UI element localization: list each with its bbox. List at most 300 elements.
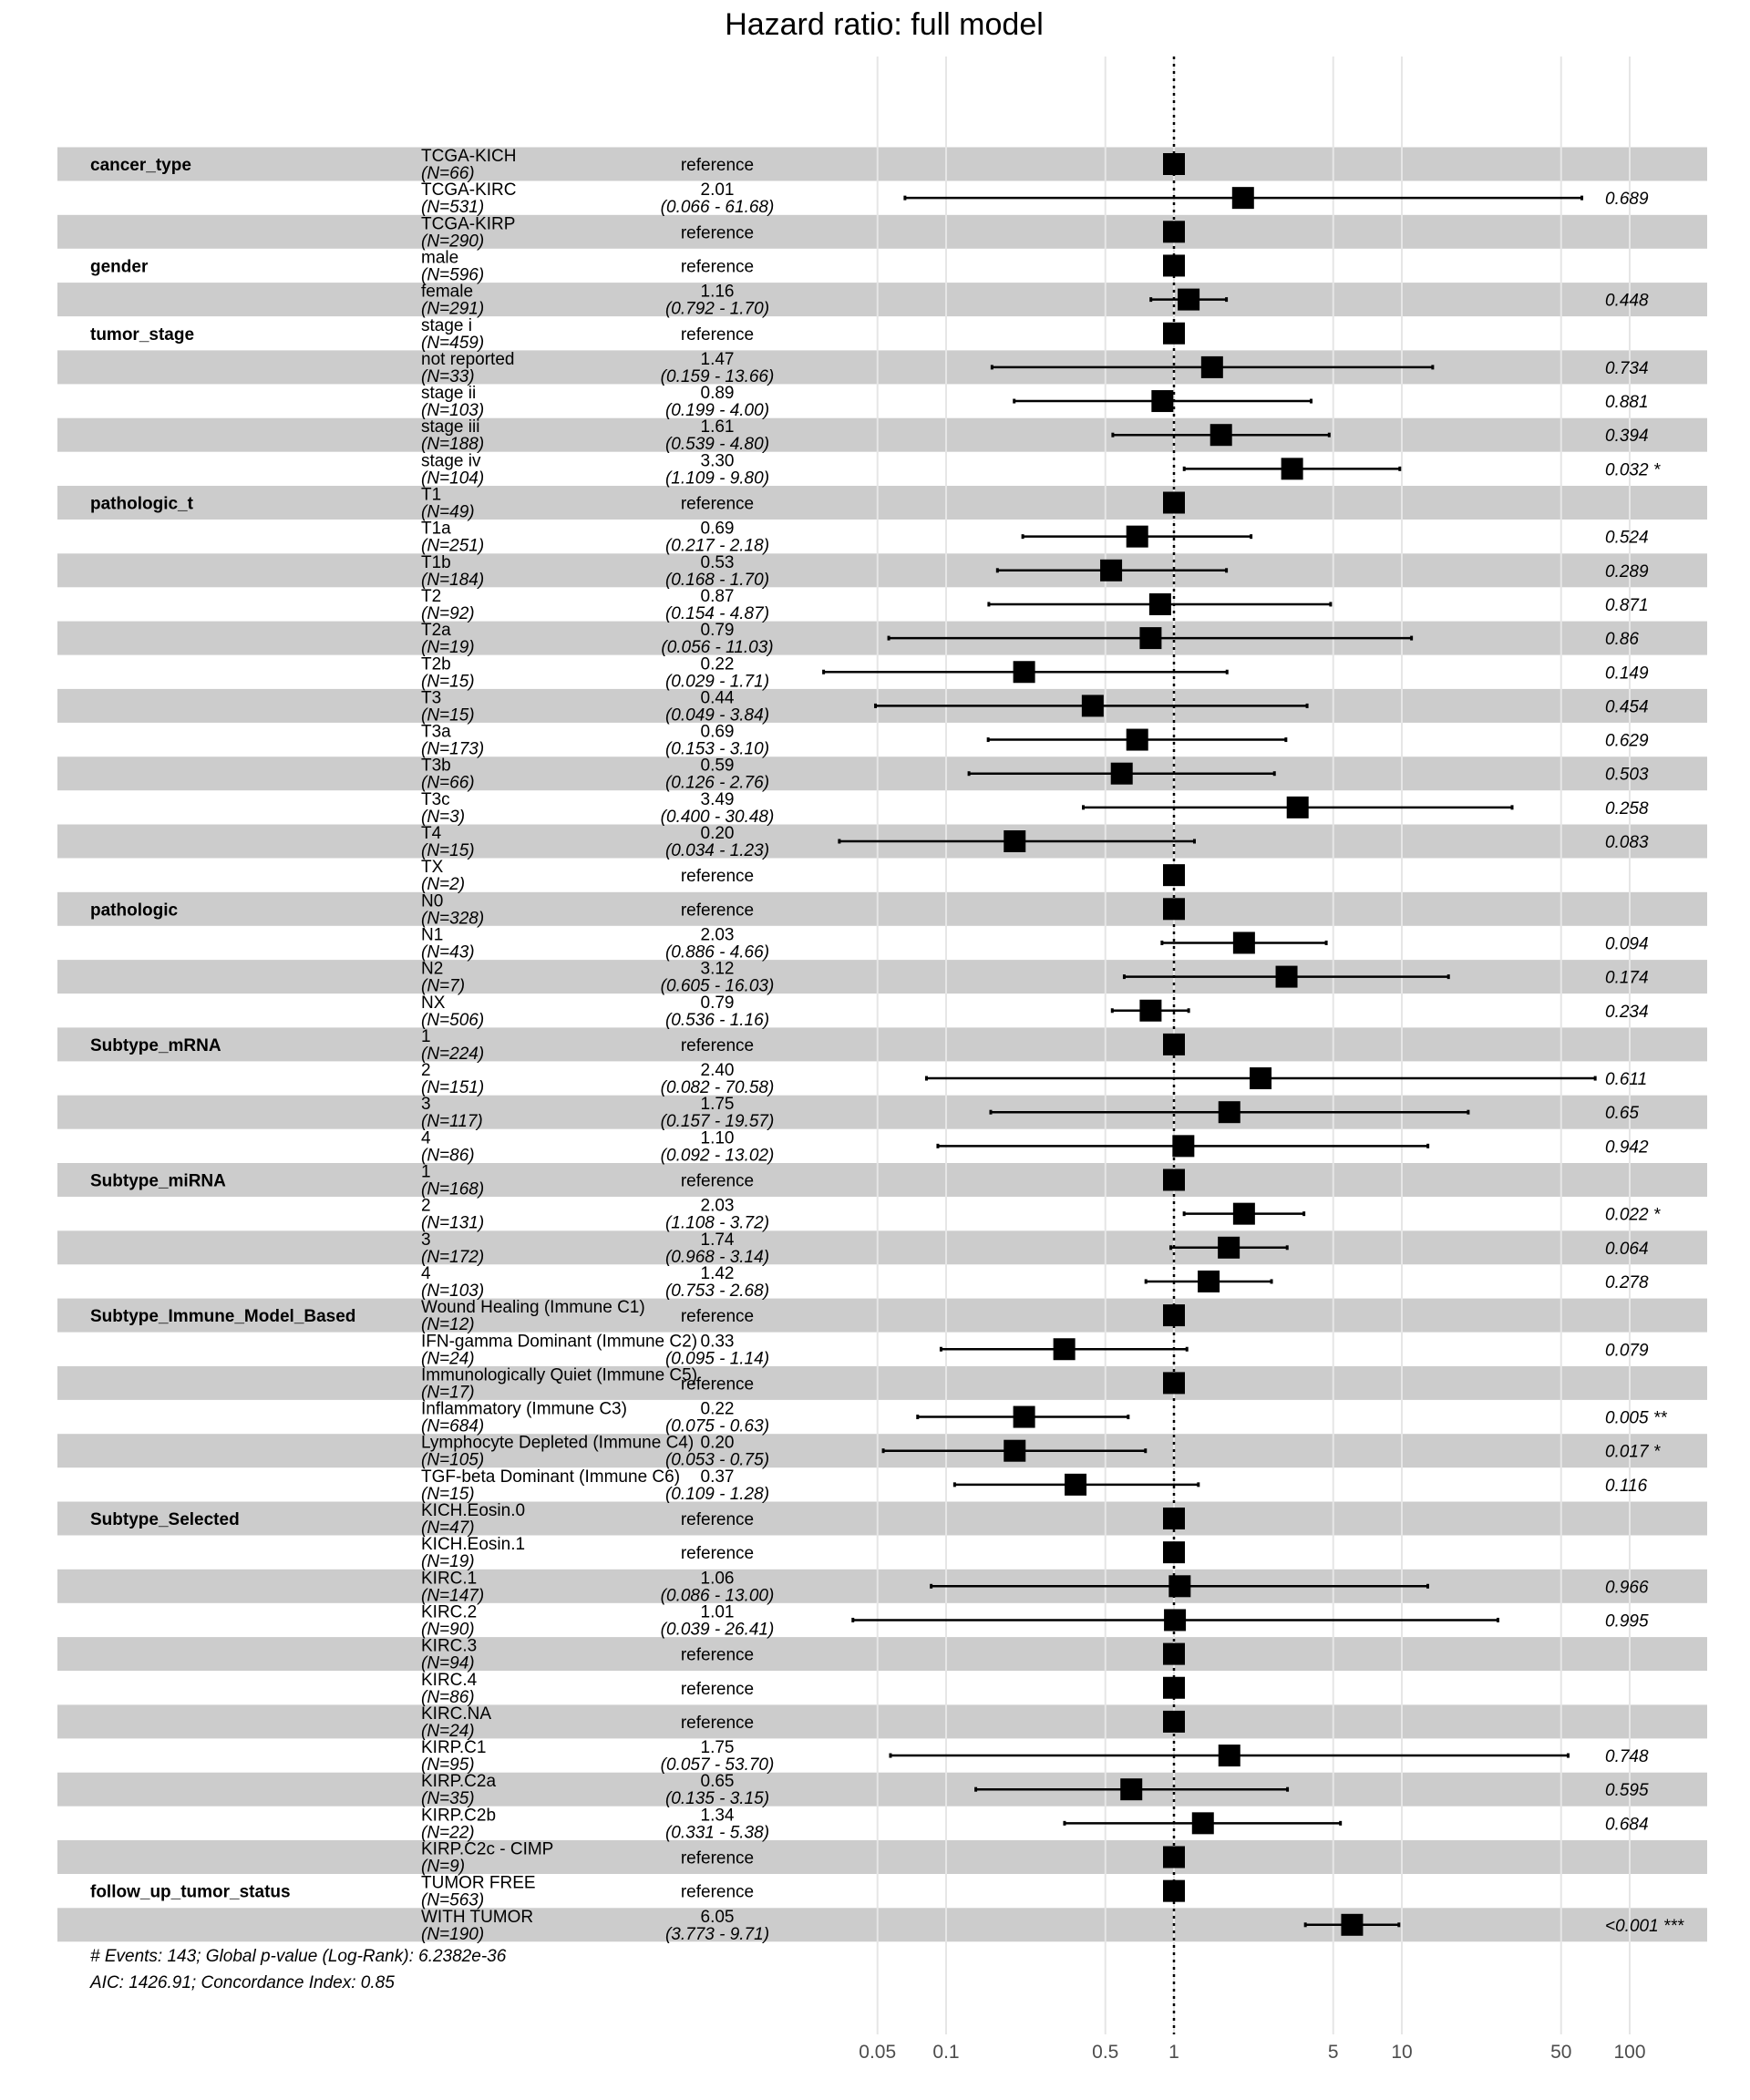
- row-stripe: [57, 1366, 1707, 1403]
- p-value: 0.871: [1605, 595, 1649, 615]
- point-estimate: [1163, 1541, 1185, 1563]
- level-n: (N=33): [421, 366, 475, 386]
- estimate-value: 0.79: [700, 621, 735, 641]
- level-label: KICH.Eosin.1: [421, 1535, 526, 1555]
- x-tick-label: 0.5: [1092, 2042, 1119, 2063]
- ci-cap: [1226, 670, 1229, 674]
- estimate-reference: reference: [680, 257, 755, 277]
- chart-title: Hazard ratio: full model: [725, 7, 1044, 42]
- estimate-value: 3.49: [700, 789, 735, 809]
- estimate-ci: (0.075 - 0.63): [664, 1416, 770, 1436]
- estimate-value: 6.05: [700, 1907, 735, 1927]
- p-value: 0.629: [1605, 731, 1649, 751]
- ci-cap: [1310, 399, 1312, 404]
- p-value: 0.289: [1605, 561, 1649, 582]
- level-label: IFN-gamma Dominant (Immune C2): [421, 1332, 698, 1352]
- level-label: stage ii: [421, 384, 477, 404]
- ci-cap: [1197, 1482, 1199, 1487]
- ci-cap: [1284, 737, 1287, 742]
- point-estimate: [1004, 830, 1025, 852]
- level-n: (N=188): [421, 435, 485, 455]
- estimate-reference: reference: [680, 901, 755, 921]
- estimate-ci: (0.331 - 5.38): [664, 1823, 770, 1843]
- point-estimate: [1172, 1135, 1194, 1157]
- estimate-value: 0.53: [700, 552, 735, 572]
- level-label: Inflammatory (Immune C3): [421, 1399, 627, 1419]
- ci-cap: [987, 737, 990, 742]
- point-estimate: [1178, 289, 1199, 311]
- p-value: 0.394: [1605, 427, 1649, 447]
- p-value: 0.942: [1605, 1138, 1649, 1158]
- variable-label: Subtype_Selected: [90, 1510, 240, 1529]
- estimate-value: 2.03: [700, 1196, 735, 1216]
- point-estimate: [1168, 1575, 1190, 1597]
- ci-cap: [1183, 467, 1186, 471]
- ci-cap: [1111, 433, 1114, 438]
- point-estimate: [1163, 221, 1185, 242]
- p-value: 0.083: [1605, 833, 1649, 852]
- estimate-ci: (0.968 - 3.14): [664, 1247, 770, 1267]
- ci-cap: [889, 1754, 891, 1758]
- ci-cap: [1022, 534, 1024, 539]
- ci-cap: [1193, 839, 1196, 844]
- estimate-ci: (0.792 - 1.70): [664, 299, 770, 319]
- ci-cap: [1111, 1008, 1114, 1013]
- level-label: 3: [421, 1230, 431, 1250]
- point-estimate: [1232, 187, 1254, 209]
- estimate-ci: (0.753 - 2.68): [664, 1281, 770, 1301]
- ci-cap: [916, 1415, 919, 1419]
- ci-cap: [1145, 1279, 1148, 1283]
- row-stripe: [57, 283, 1707, 316]
- level-n: (N=151): [421, 1078, 485, 1098]
- ci-cap: [1188, 1008, 1190, 1013]
- p-value: 0.595: [1605, 1781, 1649, 1801]
- estimate-ci: (1.108 - 3.72): [664, 1213, 770, 1233]
- p-value: 0.174: [1605, 968, 1649, 988]
- level-label: KIRP.C1: [421, 1738, 487, 1758]
- point-estimate: [1163, 1169, 1185, 1191]
- estimate-ci: (0.539 - 4.80): [664, 435, 770, 455]
- level-n: (N=9): [421, 1857, 466, 1877]
- level-label: Wound Healing (Immune C1): [421, 1298, 645, 1318]
- ci-cap: [940, 1347, 942, 1352]
- ci-cap: [1225, 568, 1228, 572]
- estimate-reference: reference: [680, 1035, 755, 1055]
- p-value: 0.234: [1605, 1002, 1649, 1022]
- ci-cap: [822, 670, 825, 674]
- ci-cap: [1397, 1922, 1400, 1927]
- level-n: (N=596): [421, 265, 485, 285]
- p-value: 0.966: [1605, 1578, 1649, 1598]
- estimate-reference: reference: [680, 1645, 755, 1665]
- variable-label: pathologic_t: [90, 494, 193, 514]
- ci-cap: [1160, 941, 1163, 945]
- level-label: N2: [421, 959, 444, 979]
- ci-cap: [882, 1448, 885, 1453]
- ci-cap: [1339, 1821, 1342, 1826]
- estimate-value: 0.22: [700, 1399, 735, 1419]
- variable-label: gender: [90, 257, 149, 277]
- estimate-reference: reference: [680, 1882, 755, 1902]
- row-stripe: [57, 350, 1707, 384]
- ci-cap: [1286, 1245, 1289, 1250]
- ci-cap: [987, 602, 990, 606]
- row-stripe: [57, 1637, 1707, 1671]
- level-label: T2: [421, 586, 442, 606]
- level-label: N0: [421, 891, 444, 911]
- ci-cap: [1328, 433, 1331, 438]
- p-value: 0.094: [1605, 934, 1649, 954]
- point-estimate: [1164, 1609, 1186, 1631]
- estimate-ci: (0.199 - 4.00): [664, 401, 770, 421]
- level-n: (N=459): [421, 333, 485, 353]
- level-n: (N=117): [421, 1112, 483, 1132]
- ci-cap: [1567, 1754, 1570, 1758]
- point-estimate: [1127, 526, 1148, 548]
- level-label: KIRP.C2a: [421, 1772, 497, 1792]
- ci-cap: [925, 1076, 928, 1081]
- level-label: KIRC.1: [421, 1569, 478, 1589]
- ci-cap: [1149, 297, 1152, 302]
- level-n: (N=173): [421, 739, 485, 759]
- level-n: (N=92): [421, 603, 475, 623]
- estimate-ci: (0.034 - 1.23): [664, 841, 770, 860]
- ci-cap: [1013, 399, 1015, 404]
- p-value: 0.454: [1605, 697, 1649, 717]
- ci-cap: [874, 704, 877, 708]
- estimate-reference: reference: [680, 494, 755, 514]
- level-label: KIRP.C2c - CIMP: [421, 1839, 554, 1859]
- point-estimate: [1120, 1778, 1142, 1800]
- ci-cap: [1082, 805, 1085, 809]
- level-n: (N=47): [421, 1518, 475, 1538]
- p-value: 0.079: [1605, 1341, 1649, 1361]
- estimate-ci: (0.086 - 13.00): [660, 1586, 775, 1606]
- x-tick-label: 5: [1327, 2042, 1339, 2063]
- level-label: Immunologically Quiet (Immune C5): [421, 1365, 698, 1385]
- p-value: 0.995: [1605, 1611, 1649, 1632]
- level-n: (N=15): [421, 1484, 475, 1504]
- level-label: KIRC.2: [421, 1602, 478, 1622]
- ci-cap: [1431, 365, 1434, 369]
- estimate-ci: (0.109 - 1.28): [664, 1484, 770, 1504]
- ci-cap: [1580, 196, 1583, 201]
- ci-cap: [1123, 974, 1126, 979]
- footer-aic: AIC: 1426.91; Concordance Index: 0.85: [90, 1973, 395, 1992]
- point-estimate: [1219, 1745, 1240, 1766]
- point-estimate: [1127, 729, 1148, 751]
- estimate-ci: (0.066 - 61.68): [660, 198, 775, 218]
- level-label: 1: [421, 1162, 431, 1182]
- variable-label: tumor_stage: [90, 324, 195, 345]
- ci-cap: [1063, 1821, 1065, 1826]
- ci-cap: [838, 839, 840, 844]
- point-estimate: [1210, 424, 1232, 446]
- level-label: KIRP.C2b: [421, 1806, 497, 1826]
- ci-cap: [974, 1787, 977, 1792]
- level-n: (N=12): [421, 1315, 475, 1335]
- estimate-value: 2.03: [700, 925, 735, 945]
- estimate-value: 3.30: [700, 451, 735, 471]
- x-tick-label: 100: [1613, 2042, 1646, 2063]
- variable-label: follow_up_tumor_status: [90, 1882, 291, 1902]
- level-n: (N=24): [421, 1721, 475, 1741]
- level-n: (N=66): [421, 164, 475, 183]
- row-stripe: [57, 892, 1707, 929]
- level-label: stage iii: [421, 417, 480, 438]
- point-estimate: [1201, 356, 1223, 378]
- level-n: (N=104): [421, 468, 485, 489]
- level-n: (N=94): [421, 1653, 475, 1673]
- ci-cap: [1467, 1110, 1469, 1115]
- level-n: (N=103): [421, 1281, 485, 1301]
- estimate-ci: (0.217 - 2.18): [664, 536, 770, 556]
- p-value: 0.149: [1605, 664, 1649, 684]
- estimate-ci: (0.135 - 3.15): [664, 1789, 770, 1809]
- estimate-value: 1.47: [700, 349, 735, 369]
- p-value: 0.86: [1605, 630, 1639, 650]
- x-tick-label: 50: [1550, 2042, 1572, 2063]
- ci-cap: [1426, 1584, 1429, 1589]
- variable-label: Subtype_Immune_Model_Based: [90, 1307, 356, 1327]
- level-label: TX: [421, 858, 444, 878]
- point-estimate: [1065, 1474, 1086, 1496]
- level-label: 2: [421, 1196, 431, 1216]
- ci-cap: [1183, 1211, 1186, 1216]
- ci-cap: [968, 771, 971, 776]
- estimate-value: 0.33: [700, 1332, 735, 1352]
- level-label: TGF-beta Dominant (Immune C6): [421, 1467, 681, 1487]
- estimate-reference: reference: [680, 223, 755, 243]
- footer-events: # Events: 143; Global p-value (Log-Rank): 6.2382e-36: [90, 1947, 507, 1966]
- level-label: T2b: [421, 654, 451, 674]
- estimate-value: 0.37: [700, 1467, 735, 1487]
- ci-cap: [1169, 1245, 1172, 1250]
- ci-cap: [1306, 704, 1309, 708]
- point-estimate: [1004, 1440, 1025, 1462]
- p-value: 0.064: [1605, 1239, 1649, 1259]
- estimate-value: 1.10: [700, 1128, 735, 1148]
- row-stripe: [57, 1502, 1707, 1536]
- level-n: (N=328): [421, 909, 485, 929]
- estimate-value: 1.01: [700, 1602, 735, 1622]
- level-n: (N=15): [421, 841, 475, 860]
- point-estimate: [1151, 390, 1173, 412]
- level-label: Lymphocyte Depleted (Immune C4): [421, 1433, 695, 1453]
- ci-cap: [888, 636, 890, 641]
- row-stripe: [57, 1773, 1707, 1807]
- ci-cap: [1304, 1922, 1307, 1927]
- level-label: T3: [421, 688, 442, 708]
- ci-cap: [1144, 1448, 1147, 1453]
- estimate-ci: (0.092 - 13.02): [660, 1146, 775, 1166]
- p-value: 0.448: [1605, 291, 1649, 311]
- level-label: T4: [421, 824, 442, 843]
- level-n: (N=563): [421, 1890, 485, 1910]
- level-label: 4: [421, 1263, 431, 1283]
- estimate-value: 0.65: [700, 1772, 735, 1792]
- point-estimate: [1149, 593, 1171, 615]
- ci-cap: [1594, 1076, 1597, 1081]
- p-value: 0.684: [1605, 1815, 1649, 1835]
- level-label: stage iv: [421, 451, 481, 471]
- level-label: T3c: [421, 789, 450, 809]
- p-value: 0.116: [1605, 1476, 1648, 1496]
- level-n: (N=7): [421, 976, 466, 996]
- ci-cap: [1271, 1279, 1273, 1283]
- estimate-value: 0.69: [700, 519, 735, 539]
- point-estimate: [1276, 966, 1298, 988]
- estimate-ci: (0.049 - 3.84): [664, 705, 770, 726]
- variable-label: cancer_type: [90, 156, 191, 175]
- point-estimate: [1163, 1847, 1185, 1868]
- estimate-ci: (0.886 - 4.66): [664, 942, 770, 962]
- p-value: 0.503: [1605, 765, 1649, 785]
- level-n: (N=2): [421, 875, 466, 895]
- ci-cap: [1426, 1144, 1429, 1148]
- estimate-value: 1.42: [700, 1263, 735, 1283]
- row-stripe: [57, 418, 1707, 455]
- estimate-reference: reference: [680, 1510, 755, 1529]
- estimate-ci: (0.082 - 70.58): [660, 1078, 775, 1098]
- level-label: T1b: [421, 552, 451, 572]
- estimate-ci: (0.154 - 4.87): [664, 603, 770, 623]
- level-n: (N=290): [421, 232, 485, 252]
- x-tick-label: 1: [1168, 2042, 1179, 2063]
- level-n: (N=291): [421, 299, 485, 319]
- point-estimate: [1341, 1914, 1363, 1936]
- level-n: (N=66): [421, 773, 475, 793]
- point-estimate: [1163, 323, 1185, 345]
- row-stripe: [57, 1908, 1707, 1941]
- point-estimate: [1163, 1677, 1185, 1699]
- variable-label: Subtype_mRNA: [90, 1035, 221, 1055]
- estimate-value: 0.87: [700, 586, 735, 606]
- point-estimate: [1163, 153, 1185, 175]
- level-n: (N=86): [421, 1687, 475, 1707]
- level-n: (N=22): [421, 1823, 475, 1843]
- point-estimate: [1100, 560, 1122, 582]
- estimate-reference: reference: [680, 867, 755, 887]
- level-n: (N=190): [421, 1924, 485, 1944]
- p-value: <0.001 ***: [1605, 1916, 1684, 1936]
- estimate-value: 0.89: [700, 384, 735, 404]
- p-value: 0.032 *: [1605, 460, 1661, 480]
- ci-cap: [1302, 1211, 1305, 1216]
- estimate-value: 1.75: [700, 1095, 735, 1115]
- estimate-ci: (0.126 - 2.76): [664, 773, 770, 793]
- estimate-reference: reference: [680, 1307, 755, 1327]
- estimate-value: 2.01: [700, 180, 735, 201]
- estimate-ci: (0.039 - 26.41): [660, 1620, 775, 1640]
- variable-label: pathologic: [90, 901, 179, 921]
- level-n: (N=49): [421, 502, 475, 522]
- estimate-ci: (0.605 - 16.03): [660, 976, 775, 996]
- level-n: (N=17): [421, 1383, 475, 1403]
- p-value: 0.611: [1605, 1070, 1648, 1090]
- p-value: 0.65: [1605, 1104, 1639, 1124]
- ci-cap: [851, 1618, 854, 1622]
- point-estimate: [1219, 1101, 1240, 1123]
- p-value: 0.278: [1605, 1272, 1649, 1292]
- level-n: (N=131): [421, 1213, 485, 1233]
- point-estimate: [1054, 1338, 1076, 1360]
- x-tick-label: 0.1: [932, 2042, 960, 2063]
- level-n: (N=168): [421, 1179, 485, 1199]
- row-stripe: [57, 622, 1707, 658]
- row-stripe: [57, 1704, 1707, 1738]
- ci-cap: [1447, 974, 1450, 979]
- level-label: 1: [421, 1026, 431, 1046]
- level-n: (N=147): [421, 1586, 485, 1606]
- estimate-value: 0.59: [700, 756, 735, 776]
- row-stripe: [57, 553, 1707, 587]
- level-label: TUMOR FREE: [421, 1873, 536, 1893]
- ci-cap: [1511, 805, 1514, 809]
- level-label: male: [421, 248, 459, 268]
- point-estimate: [1218, 1237, 1240, 1259]
- point-estimate: [1139, 627, 1161, 649]
- point-estimate: [1163, 254, 1185, 276]
- point-estimate: [1163, 1643, 1185, 1665]
- row-stripe: [57, 1570, 1707, 1606]
- ci-cap: [1286, 1787, 1289, 1792]
- estimate-value: 1.34: [700, 1806, 735, 1826]
- point-estimate: [1082, 695, 1104, 716]
- estimate-value: 0.69: [700, 722, 735, 742]
- level-n: (N=95): [421, 1755, 475, 1776]
- ci-cap: [1273, 771, 1276, 776]
- estimate-value: 1.61: [700, 417, 735, 438]
- level-n: (N=684): [421, 1416, 485, 1436]
- p-value: 0.748: [1605, 1747, 1649, 1767]
- point-estimate: [1111, 763, 1133, 785]
- point-estimate: [1014, 1406, 1035, 1428]
- level-label: KICH.Eosin.0: [421, 1501, 526, 1520]
- level-label: KIRC.NA: [421, 1704, 492, 1724]
- estimate-ci: (1.109 - 9.80): [664, 468, 770, 489]
- level-n: (N=24): [421, 1349, 475, 1369]
- estimate-ci: (0.400 - 30.48): [660, 807, 775, 827]
- level-label: T3b: [421, 756, 451, 776]
- level-n: (N=35): [421, 1789, 475, 1809]
- level-label: TCGA-KIRC: [421, 180, 517, 201]
- level-label: 4: [421, 1128, 431, 1148]
- level-label: T2a: [421, 621, 451, 641]
- x-tick-label: 10: [1391, 2042, 1413, 2063]
- level-n: (N=86): [421, 1146, 475, 1166]
- p-value: 0.258: [1605, 798, 1649, 818]
- level-label: T1a: [421, 519, 451, 539]
- estimate-reference: reference: [680, 156, 755, 175]
- point-estimate: [1163, 492, 1185, 514]
- point-estimate: [1163, 1880, 1185, 1902]
- level-n: (N=184): [421, 570, 485, 590]
- level-n: (N=43): [421, 942, 475, 962]
- estimate-ci: (0.536 - 1.16): [664, 1010, 770, 1030]
- point-estimate: [1163, 1711, 1185, 1733]
- estimate-reference: reference: [680, 1713, 755, 1733]
- level-n: (N=90): [421, 1620, 475, 1640]
- p-value: 0.881: [1605, 393, 1649, 413]
- estimate-ci: (0.057 - 53.70): [660, 1755, 775, 1776]
- level-n: (N=224): [421, 1044, 485, 1064]
- estimate-reference: reference: [680, 1679, 755, 1699]
- estimate-ci: (0.095 - 1.14): [664, 1349, 770, 1369]
- point-estimate: [1163, 1508, 1185, 1529]
- ci-cap: [1410, 636, 1413, 641]
